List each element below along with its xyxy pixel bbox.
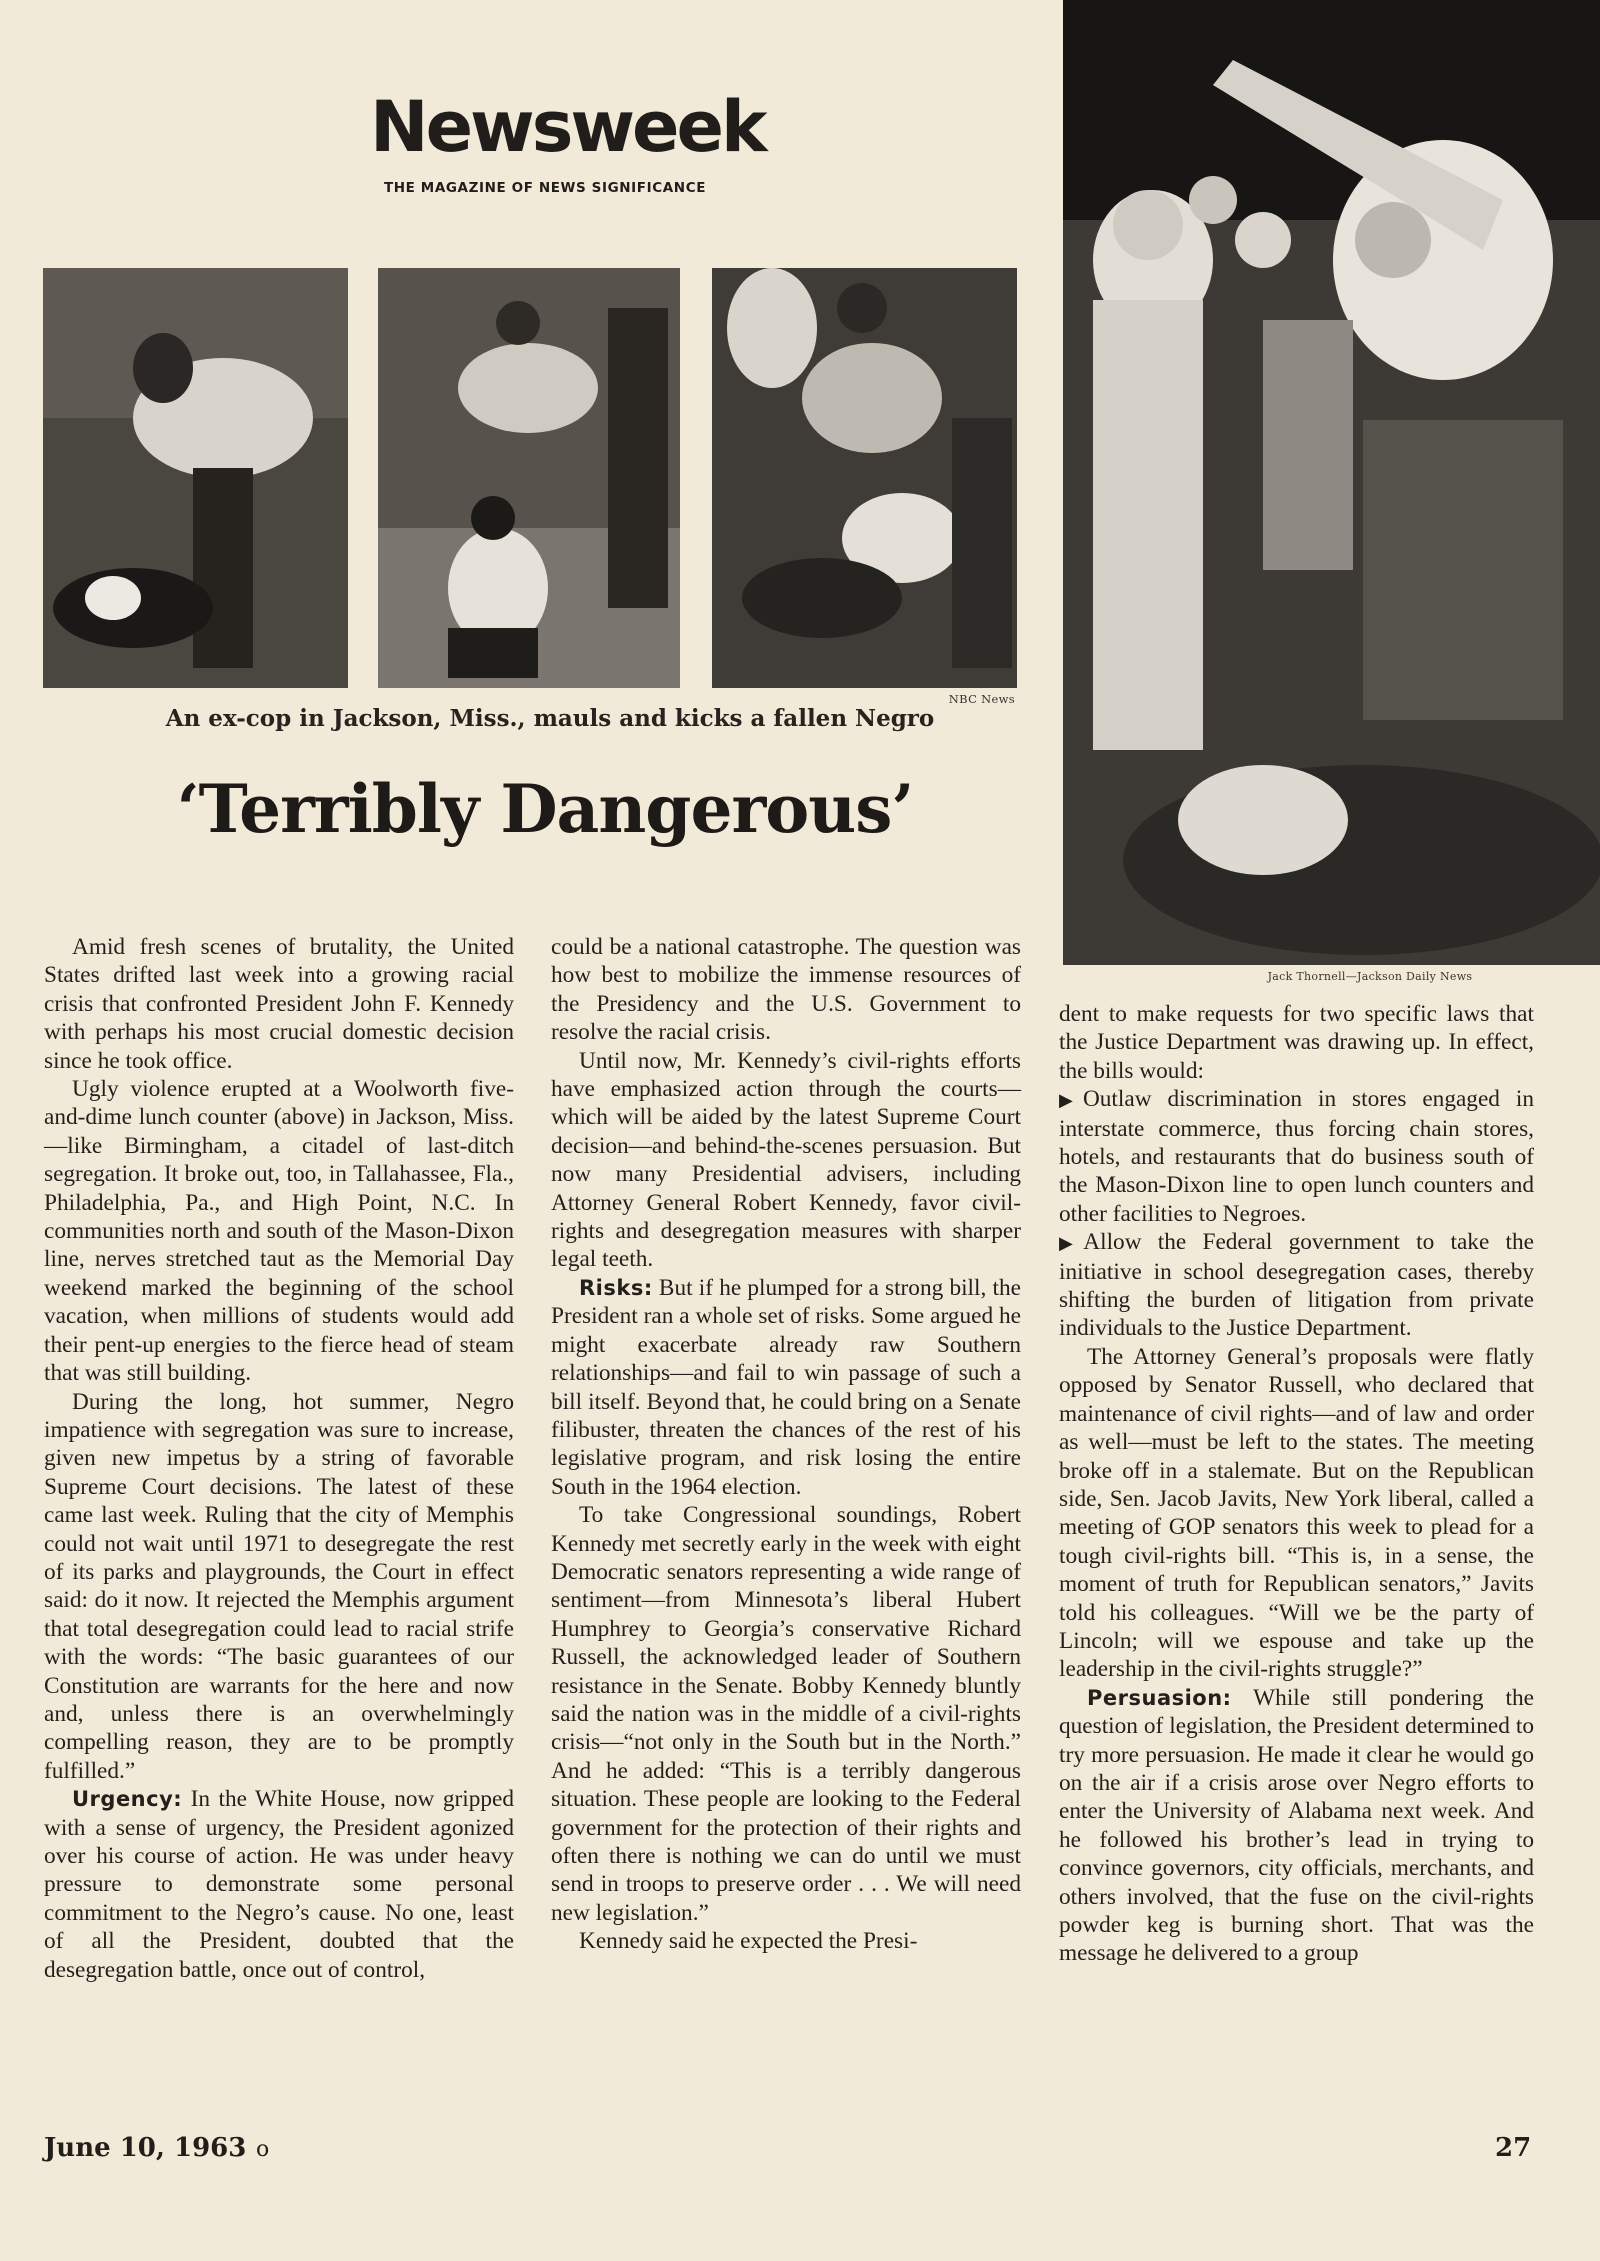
paragraph-text: While still pondering the question of legislation, the President determined to try more persuasion. He made it clear he would go on the air if a crisis arose over Negro efforts to enter the University of Alabama next week. And he followed his brother’s lead in trying to convince governors, city officials, merchants, and others involved, that the fuse on the civil-rights powder keg is burning short. That was the message he delivered to a group — [1059, 1684, 1534, 1967]
paragraph: could be a national catastrophe. The question was how best to mobilize the immense resources of the Presidency and the U.S. Government to resolve the racial crisis. — [551, 934, 1021, 1046]
footer-mark: o — [256, 2137, 270, 2162]
paragraph: Ugly violence erupted at a Woolworth five-and-dime lunch counter (above) in Jackson, Miss.—like Birmingham, a citadel of last-ditch segregation. It broke out, too, in Tallahassee, Fla., Philadelphia, Pa., and High Point, N.C. In communities north and south of the Mason-Dixon line, nerves stretched taut as the Memorial Day weekend marked the beginning of the school vacation, when millions of students would add their pent-up energies to the fierce head of steam that was still building. — [44, 1076, 514, 1387]
paragraph-text: In the White House, now gripped with a sense of urgency, the President agonized over his course of action. He was under heavy pressure to demonstrate some personal commitment to the Negro’s cause. No one, least of all the President, doubted that the desegregation battle, once out of control, — [44, 1786, 514, 1983]
section-lead-persuasion: Persuasion: — [1087, 1685, 1232, 1710]
paragraph — [551, 1274, 1021, 1501]
article-column-2 — [551, 933, 1021, 1956]
bullet-text: Allow the Federal government to take the initiative in school desegregation cases, thereby shifting the burden of litigation from private individuals to the Justice Department. — [1059, 1229, 1535, 1342]
bullet-item — [1059, 1228, 1534, 1343]
paragraph-text: But if he plumped for a strong bill, the President ran a whole set of risks. Some argued he might exacerbate already raw Southern relationships—and fail to win passage of such a bill itself. Beyond that, he could bring on a Senate filibuster, threaten the chances of the rest of his legislative program, and risk losing the entire South in the 1964 election. — [551, 1274, 1021, 1500]
photo-strip-caption: An ex-cop in Jackson, Miss., mauls and kicks a fallen Negro — [165, 705, 935, 732]
photo-large-credit: Jack Thornell—Jackson Daily News — [1267, 970, 1473, 983]
article-column-3 — [1059, 1000, 1534, 1968]
paragraph: Kennedy said he expected the Presi- — [579, 1928, 918, 1955]
bullet-item — [1059, 1085, 1534, 1228]
photo-strip-1 — [43, 268, 348, 688]
paragraph: To take Congressional soundings, Robert Kennedy met secretly early in the week with eight Democratic senators representing a wide range of sentiment—from Minnesota’s liberal Hubert Humphrey to Georgia’s conservative Richard Russell, the acknowledged leader of Southern resistance in the Senate. Bobby Kennedy bluntly said the nation was in the middle of a civil-rights crisis—“not only in the South but in the North.” And he added: “This is a terribly dangerous situation. These people are looking to the Federal government for the protection of their rights and often there is nothing we can do until we must send in troops to preserve order . . . We will need new legislation.” — [551, 1502, 1021, 1926]
photo-strip-2 — [378, 268, 680, 688]
paragraph: During the long, hot summer, Negro impatience with segregation was sure to increase, given new impetus by a string of favorable Supreme Court decisions. The latest of these came last week. Ruling that the city of Memphis could not wait until 1971 to desegregate the rest of its parks and playgrounds, the Court in effect said: do it now. It rejected the Memphis argument that total desegregation could lead to racial strife with the words: “The basic guarantees of our Constitution are warrants for the here and now and, unless there is an overwhelmingly compelling reason, they are to be promptly fulfilled.” — [44, 1388, 514, 1784]
section-lead-urgency: Urgency: — [72, 1787, 183, 1812]
bullet-text: Outlaw discrimination in stores engaged in interstate commerce, thus forcing chain stores, hotels, and restaurants that do business south of the Mason-Dixon line to open lunch counters and other facilities to Negroes. — [1059, 1086, 1534, 1227]
photo-strip-3 — [712, 268, 1017, 688]
paragraph — [1059, 1684, 1534, 1968]
photo-strip-credit: NBC News — [948, 692, 1015, 706]
triangle-bullet-icon: ▶ — [1059, 1090, 1083, 1111]
paragraph — [44, 1785, 514, 1984]
paragraph: The Attorney General’s proposals were flatly opposed by Senator Russell, who declared that maintenance of civil rights—and of law and order as well—must be left to the states. The meeting broke off in a stalemate. But on the Republican side, Sen. Jacob Javits, New York liberal, called a meeting of GOP senators this week to plead for a tough civil-rights bill. “This is, in a sense, the moment of truth for Republican senators,” Javits told his colleagues. “Will we be the party of Lincoln; will we espouse and take up the leadership in the civil-rights struggle?” — [1059, 1343, 1534, 1683]
page-number: 27 — [1495, 2133, 1532, 2163]
paragraph: Amid fresh scenes of brutality, the United States drifted last week into a growing racial crisis that confronted President John F. Kennedy with perhaps his most crucial domestic decision since he took office. — [44, 934, 514, 1074]
issue-date: June 10, 1963 — [44, 2133, 247, 2163]
paragraph: dent to make requests for two specific laws that the Justice Department was drawing up. In effect, the bills would: — [1059, 1001, 1534, 1084]
masthead-title: Newsweek — [370, 86, 765, 168]
photo-large — [1063, 0, 1600, 965]
section-lead-risks: Risks: — [579, 1275, 653, 1300]
article-headline: ‘Terribly Dangerous’ — [176, 770, 914, 848]
masthead-tagline: THE MAGAZINE OF NEWS SIGNIFICANCE — [383, 180, 707, 196]
triangle-bullet-icon: ▶ — [1059, 1233, 1084, 1254]
paragraph: Until now, Mr. Kennedy’s civil-rights efforts have emphasized action through the courts—which will be aided by the latest Supreme Court decision—and behind-the-scenes persuasion. But now many Presidential advisers, including Attorney General Robert Kennedy, favor civil-rights and desegregation measures with sharper legal teeth. — [551, 1047, 1021, 1273]
article-column-1 — [44, 933, 514, 1984]
